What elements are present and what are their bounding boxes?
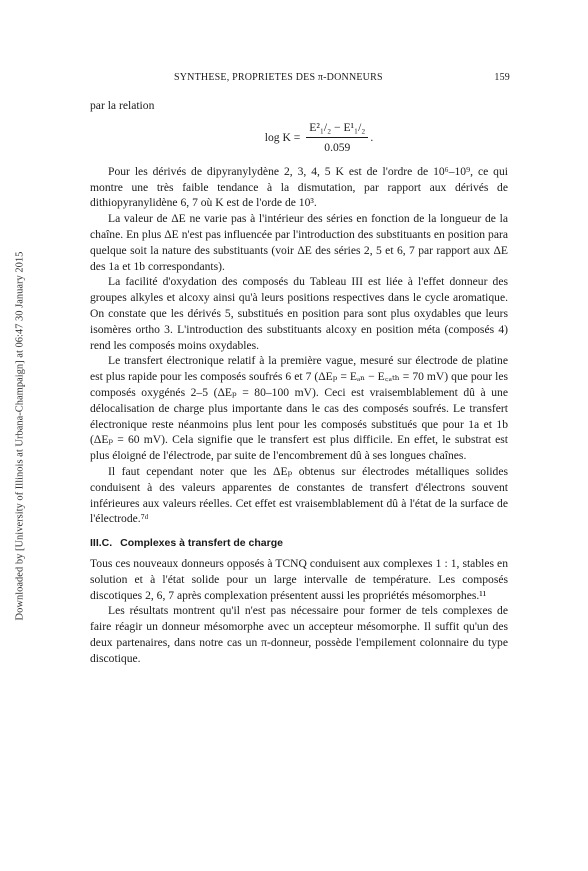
- page-number: 159: [494, 72, 510, 83]
- intro-line: par la relation: [90, 99, 155, 112]
- paragraph-delta-e: La valeur de ΔE ne varie pas à l'intérieur des séries en fonction de la longueur de la chaîne. En plus ΔE n'est pas influencée par l'introduction des substituants en position para quelque soit la nature des substituants (voir ΔE des séries 2, 5 et 6, 7 par rapport aux ΔE des 1a et 1b correspondants).: [90, 212, 508, 273]
- equation-denominator: 0.059: [324, 141, 351, 155]
- paragraph-transfert: Le transfert électronique relatif à la première vague, mesuré sur électrode de platine est plus rapide pour les composés soufrés 6 et 7 (ΔEₚ = Eₐₙ − E꜀ₐₜₕ = 70 mV) que pour les composés oxygénés 2–5 (ΔEₚ = 80–100 mV). Ceci est vraisemblablement dû à une délocalisation de charge plus importante dans le cas des composés soufrés. Le transfert électronique reste néanmoins plus lent pour les composés substitués que pour 1a et 1b (ΔEₚ = 60 mV). Cela signifie que le transfert est plus difficile. En effet, le substrat est plus éloigné de l'électrode, par suite de l'encombrement dû à ses longues chaînes.: [90, 354, 508, 463]
- section-number: III.C.: [90, 537, 113, 550]
- equation-log-k: [130, 120, 508, 156]
- page-body: [90, 98, 508, 667]
- equation-end: .: [370, 130, 374, 144]
- paragraph-dismutation: Pour les dérivés de dipyranylydène 2, 3, 4, 5 K est de l'ordre de 10⁶–10⁹, ce qui montre une très faible tendance à la dismutation, par rapport aux dérivés de dithiopyranylidène 6, 7 où K est de l'orde de 10³.: [90, 164, 508, 210]
- download-note: Downloaded by [University of Illinois at Urbana-Champaign] at 06:47 30 January 2015: [14, 251, 26, 620]
- paragraph-resultats: Les résultats montrent qu'il n'est pas nécessaire pour former de tels complexes de faire réagir un donneur mésomorphe avec un accepteur mésomorphe. Il suffit qu'un des deux partenaires, dans notre cas un π-donneur, possède l'empilement colonnaire du type discotique.: [90, 604, 508, 665]
- section-heading: [90, 536, 508, 552]
- section-title: Complexes à transfert de charge: [120, 537, 283, 550]
- equation-lhs: log K =: [264, 130, 301, 144]
- running-title: SYNTHESE, PROPRIETES DES π-DONNEURS: [174, 72, 383, 83]
- equation-numerator: E²₁/₂ − E¹₁/₂: [306, 120, 368, 139]
- running-header: [110, 72, 510, 86]
- download-watermark: [8, 0, 32, 871]
- paragraph-oxydation: La facilité d'oxydation des composés du Tableau III est liée à l'effet donneur des groupes alkyles et alcoxy ainsi qu'à leurs positions respectives dans le cycle aromatique. On constate que les dérivés 5, substitués en position para sont plus oxydables que leurs isomères ortho 3. L'introduction des substituants alcoxy en position méta (composés 4) rend les composés moins oxydables.: [90, 275, 508, 352]
- equation-fraction: [306, 120, 368, 157]
- paragraph-complexes: Tous ces nouveaux donneurs opposés à TCNQ conduisent aux complexes 1 : 1, stables en solution et à l'état solide pour un large intervalle de température. Les composés discotiques 2, 6, 7 après complexation présentent aussi les propriétés mésomorphes.¹¹: [90, 556, 508, 602]
- paragraph-electrodes: Il faut cependant noter que les ΔEₚ obtenus sur électrodes métalliques solides conduisent à des valeurs apparentes de constantes de transfert d'électrons souvent inférieures aux valeurs réelles. Cet effet est vraisemblablement dû à l'état de la surface de l'électrode.⁷ᵈ: [90, 464, 508, 526]
